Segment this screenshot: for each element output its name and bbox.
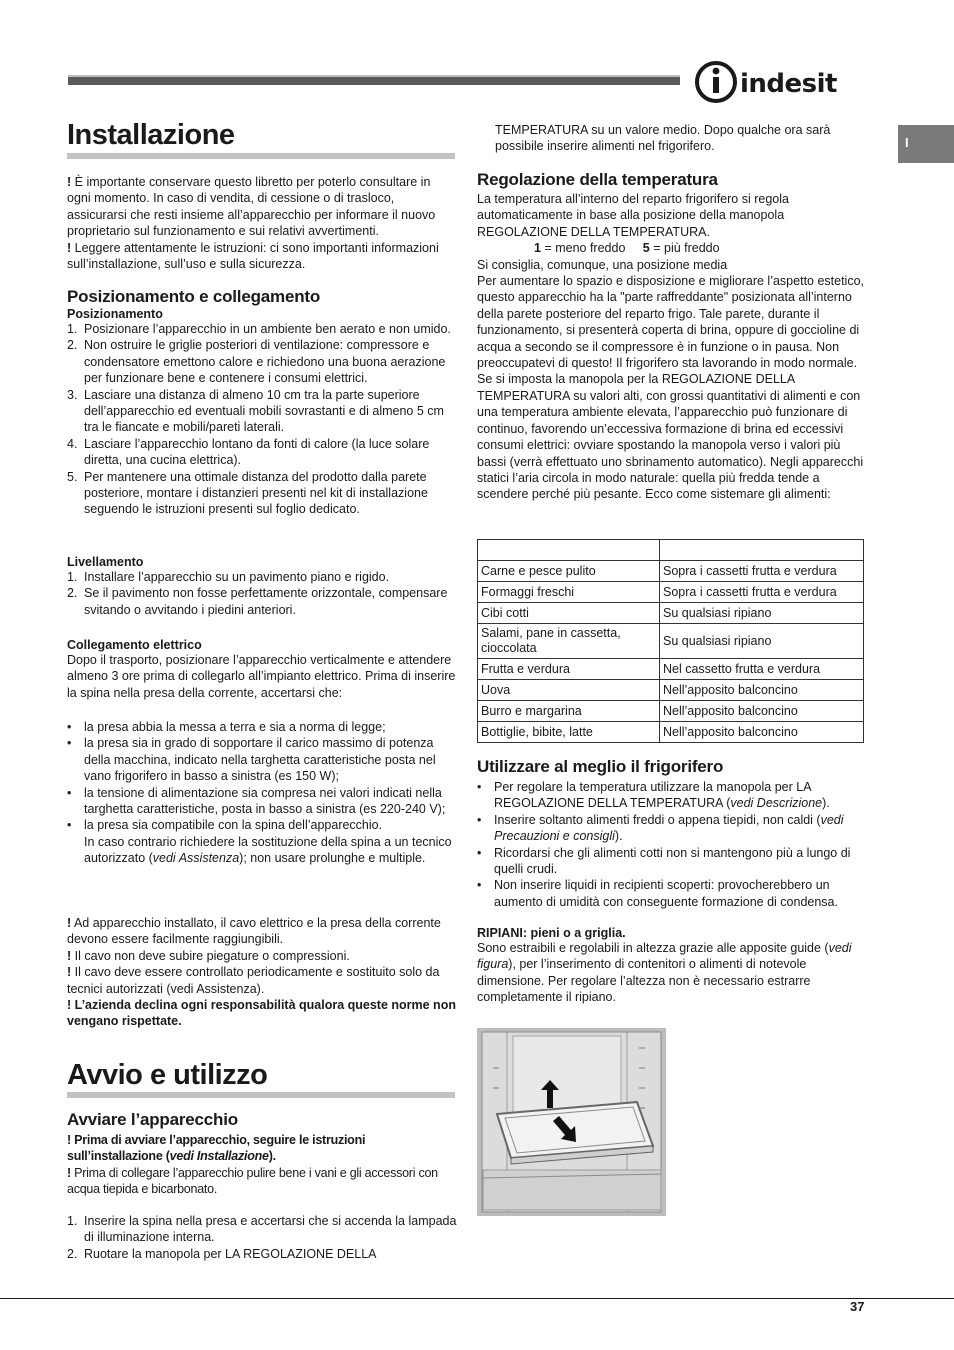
table-row (478, 659, 864, 680)
list-item: • Inserire soltanto alimenti freddi o appena tiepidi, non caldi (vedi Precauzioni e consigli). (477, 812, 844, 844)
table-row (478, 680, 864, 701)
avvio-warnings: ! Prima di avviare l’apparecchio, seguire le istruzioni sull’installazione (vedi Installazione). ! Prima di collegare l’apparecchio pulire bene i vani e gli accessori con acqua tiepida e bicarbonato. (67, 1133, 438, 1197)
footer-rule (0, 1298, 954, 1299)
subheading-livellamento: Livellamento (67, 555, 144, 569)
list-item: 3. Lasciare una distanza di almeno 10 cm tra la parte superiore dell’apparecchio ed eventuali mobili sovrastanti e di almeno 5 cm tra le fiancate e mobili/pareti laterali. (67, 387, 444, 435)
title-installazione: Installazione (67, 119, 235, 151)
table-cell: Cibi cotti (478, 603, 660, 624)
list-item: 5. Per mantenere una ottimale distanza del prodotto dalla parete posteriore, montare i distanzieri presenti nel kit di installazione seguendo le istruzioni presenti sul foglio dedicato. (67, 469, 428, 517)
table-cell: Bottiglie, bibite, latte (478, 722, 660, 743)
list-item: • Ricordarsi che gli alimenti cotti non si mantengono più a lungo di quelli crudi. (477, 845, 851, 877)
list-item: • la presa sia in grado di sopportare il carico massimo di potenza della macchina, indicato nella targhetta caratteristiche posta nel vano frigorifero in basso a sinistra (es 150 W); (67, 736, 436, 784)
table-row (478, 701, 864, 722)
warnings-block: ! Ad apparecchio installato, il cavo elettrico e la presa della corrente devono essere facilmente raggiungibili. ! Il cavo non deve subire piegature o compressioni. ! Il cavo deve essere controllato periodicamente e sostituito solo da tecnici autorizzati (vedi Assistenza). ! L’azienda declina ogni responsabilità qualora queste norme non vengano rispettate. (67, 916, 456, 1029)
table-cell: Carne e pesce pulito (478, 561, 660, 582)
table-row (478, 722, 864, 743)
heading-posizionamento-collegamento: Posizionamento e collegamento (67, 287, 321, 306)
subheading-collegamento: Collegamento elettrico (67, 638, 202, 652)
list-item: 2. Ruotare la manopola per LA REGOLAZIONE DELLA (67, 1246, 377, 1261)
table-row (478, 624, 864, 659)
title-rule-2 (67, 1092, 455, 1098)
subheading-ripiani: RIPIANI: pieni o a griglia. (477, 926, 626, 940)
posizionamento-block (67, 307, 457, 518)
avvio-step-continuation: TEMPERATURA su un valore medio. Dopo qualche ora sarà possibile inserire alimenti nel frigorifero. (495, 123, 831, 154)
list-item: • la presa abbia la messa a terra e sia a norma di legge; (67, 720, 386, 734)
indesit-logo (694, 60, 868, 104)
table-cell: Nell’apposito balconcino (660, 680, 864, 701)
logo-wordmark: indesit (740, 69, 837, 99)
regolazione-text: La temperatura all’interno del reparto frigorifero si regola automaticamente in base alla posizione della manopola REGOLAZIONE DELLA TEMPERATURA. 1 = meno freddo 5 = più freddo Si consiglia, comunque, una posizione media Per aumentare lo spazio e disposizione e migliorare l’aspetto estetico, questo apparecchio ha la "parte raffreddante" posizionata all’interno della parete posteriore del reparto frigo. Tale parete, durante il funzionamento, si presenterà coperta di brina, oppure di goccioline di acqua a secondo se il compressore è in funzione o in pausa. Non preoccupatevi di questo! Il frigorifero sta lavorando in modo normale. Se si imposta la manopola per la REGOLAZIONE DELLA TEMPERATURA su valori alti, con grossi quantitativi di alimenti e con una temperatura ambiente elevata, l’apparecchio può funzionare di continuo, favorendo un’eccessiva formazione di brina ed eccessivi consumi elettrici: ovviare spostando la manopola verso i valori più bassi (verrà effettuato uno sbrinamento automatico). Negli apparecchi statici l’aria circola in modo naturale: quella più fredda tende a scendere perché più pesante. Ecco come sistemare gli alimenti: (477, 191, 869, 503)
table-cell: Formaggi freschi (478, 582, 660, 603)
list-item: • la tensione di alimentazione sia compresa nei valori indicati nella targhetta caratteristiche, posta in basso a sinistra (es 220-240 V); (67, 785, 446, 817)
table-row (478, 603, 864, 624)
table-cell: Burro e margarina (478, 701, 660, 722)
list-item: • Per regolare la temperatura utilizzare la manopola per LA REGOLAZIONE DELLA TEMPERATURA (vedi Descrizione). (477, 780, 830, 811)
page-number: 37 (850, 1299, 865, 1314)
title-rule (67, 153, 455, 159)
table-cell: Su qualsiasi ripiano (660, 603, 864, 624)
heading-regolazione: Regolazione della temperatura (477, 170, 718, 189)
list-item: 1. Inserire la spina nella presa e accertarsi che si accenda la lampada di illuminazione interna. (67, 1214, 457, 1245)
installazione-intro: ! È importante conservare questo libretto per poterlo consultare in ogni momento. In caso di vendita, di cessione o di trasloco, assicurarsi che resti insieme all’apparecchio per informare il nuovo proprietario sul funzionamento e sui relativi avvertimenti. ! Leggere attentamente le istruzioni: ci sono importanti informazioni sull’installazione, sull’uso e sulla sicurezza. (67, 175, 439, 272)
table-cell: Salami, pane in cassetta, cioccolata (478, 624, 660, 659)
heading-avviare: Avviare l’apparecchio (67, 1110, 238, 1129)
heading-utilizzare: Utilizzare al meglio il frigorifero (477, 757, 724, 776)
table-cell: Nel cassetto frutta e verdura (660, 659, 864, 680)
posizionamento-list (67, 321, 457, 518)
list-item: 2. Se il pavimento non fosse perfettamente orizzontale, compensare svitando o avvitando i piedini anteriori. (67, 586, 448, 617)
list-item: 2. Non ostruire le griglie posteriori di ventilazione: compressore e condensatore emettono calore e richiedono una buona aerazione per funzionare bene e contenere i consumi elettrici. (67, 338, 446, 386)
livellamento-list (67, 569, 457, 618)
ripiani-block: RIPIANI: pieni o a griglia. Sono estraibili e regolabili in altezza grazie alle apposite guide (vedi figura), per l’inserimento di contenitori o alimenti di notevole dimensione. Per regolare l’altezza non è necessario estrarre completamente il ripiano. (477, 926, 869, 1006)
table-cell: Su qualsiasi ripiano (660, 624, 864, 659)
subheading-posizionamento: Posizionamento (67, 307, 163, 321)
table-cell: Sopra i cassetti frutta e verdura (660, 561, 864, 582)
utilizzare-bullets (477, 779, 869, 910)
table-row (478, 561, 864, 582)
shelf-illustration (477, 1028, 666, 1216)
collegamento-block (67, 638, 457, 701)
list-item: • la presa sia compatibile con la spina dell’apparecchio. (67, 818, 383, 833)
table-cell: Uova (478, 680, 660, 701)
header-rule (68, 77, 680, 85)
title-avvio-utilizzo: Avvio e utilizzo (67, 1059, 268, 1091)
table-cell: Nell’apposito balconcino (660, 722, 864, 743)
collegamento-text: Dopo il trasporto, posizionare l’apparecchio verticalmente e attendere almeno 3 ore prima di collegarlo all’impianto elettrico. Prima di inserire la spina nella presa della corrente, accertarsi che: (67, 653, 456, 700)
table-cell: Frutta e verdura (478, 659, 660, 680)
bullet-continuation: In caso contrario richiedere la sostituzione della spina a un tecnico autorizzato (vedi Assistenza); non usare prolunghe e multiple. (84, 834, 452, 866)
list-item: 4. Lasciare l’apparecchio lontano da fonti di calore (la luce solare diretta, una cucina elettrica). (67, 436, 430, 468)
food-storage-table (477, 539, 864, 743)
avvio-steps (67, 1213, 457, 1262)
list-item: 1. Posizionare l’apparecchio in un ambiente ben aerato e non umido. (67, 322, 451, 336)
language-tab: I (898, 125, 954, 163)
table-cell: Sopra i cassetti frutta e verdura (660, 582, 864, 603)
list-item: 1. Installare l’apparecchio su un pavimento piano e rigido. (67, 570, 390, 584)
livellamento-block (67, 555, 457, 618)
list-item: • Non inserire liquidi in recipienti scoperti: provocherebbero un aumento di umidità con conseguente formazione di condensa. (477, 878, 838, 909)
table-header-row (478, 540, 864, 561)
table-cell: Nell’apposito balconcino (660, 701, 864, 722)
table-row (478, 582, 864, 603)
temperature-scale: 1 = meno freddo 5 = più freddo (534, 241, 720, 256)
collegamento-bullets (67, 719, 457, 867)
